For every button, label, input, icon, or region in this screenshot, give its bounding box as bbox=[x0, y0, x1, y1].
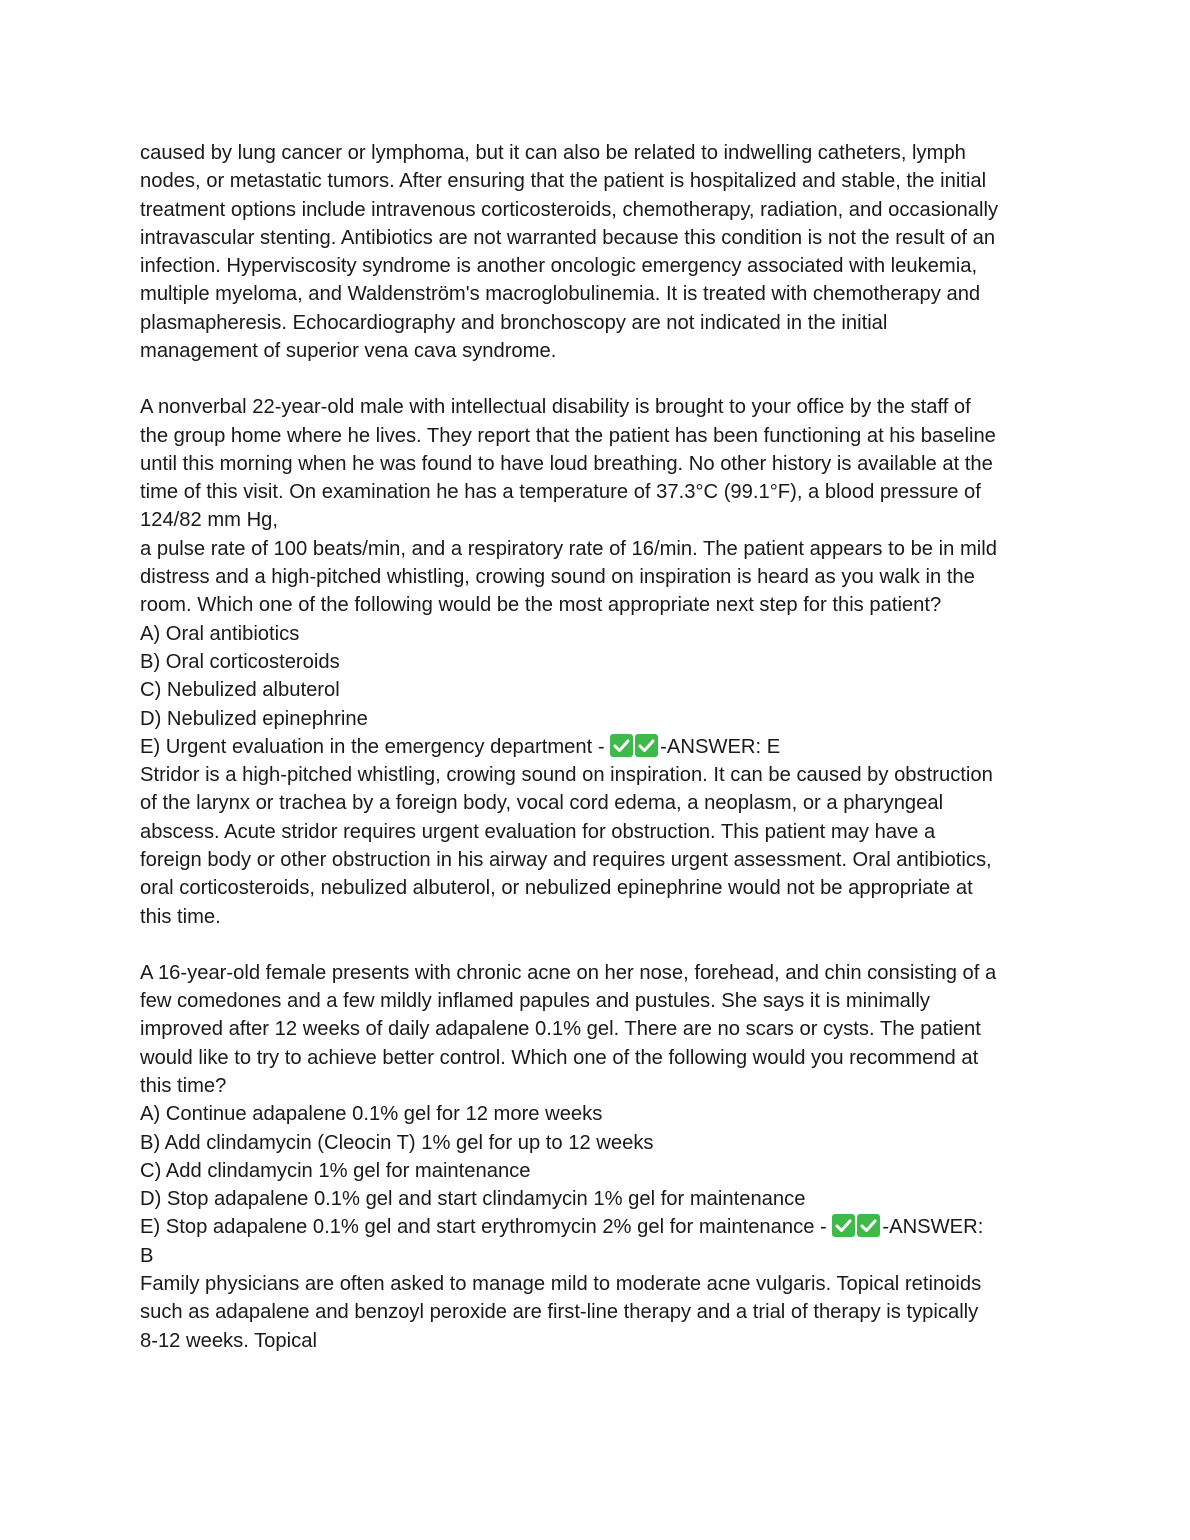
text-line: Stridor is a high-pitched whistling, crowing sound on inspiration. It can be caused by obstruction bbox=[140, 764, 993, 787]
answer-options bbox=[140, 620, 1055, 761]
answer-options bbox=[140, 1100, 1055, 1270]
option-b: B) Add clindamycin (Cleocin T) 1% gel for up to 12 weeks bbox=[140, 1131, 654, 1154]
text-line: intravascular stenting. Antibiotics are not warranted because this condition is not the result of an bbox=[140, 226, 996, 249]
text-line: management of superior vena cava syndrome. bbox=[140, 340, 557, 363]
text-line: plasmapheresis. Echocardiography and bronchoscopy are not indicated in the initial bbox=[140, 311, 888, 334]
option-e: E) Stop adapalene 0.1% gel and start erythromycin 2% gel for maintenance - bbox=[140, 1216, 833, 1239]
text-line: a pulse rate of 100 beats/min, and a respiratory rate of 16/min. The patient appears to be in mild bbox=[140, 537, 997, 560]
text-line: improved after 12 weeks of daily adapalene 0.1% gel. There are no scars or cysts. The patient bbox=[140, 1018, 981, 1041]
text-line: multiple myeloma, and Waldenström's macroglobulinemia. It is treated with chemotherapy and bbox=[140, 283, 981, 306]
answer-key-continued: B bbox=[140, 1244, 154, 1267]
option-a: A) Continue adapalene 0.1% gel for 12 more weeks bbox=[140, 1103, 603, 1126]
text-line: A nonverbal 22-year-old male with intellectual disability is brought to your office by the staff of bbox=[140, 396, 971, 419]
text-line: A 16-year-old female presents with chronic acne on her nose, forehead, and chin consisting of a bbox=[140, 961, 997, 984]
check-mark-button-icon bbox=[832, 1214, 855, 1237]
answer-key: -ANSWER: E bbox=[660, 735, 781, 758]
question-stridor bbox=[140, 393, 1055, 931]
text-line: such as adapalene and benzoyl peroxide are first-line therapy and a trial of therapy is typically bbox=[140, 1301, 979, 1324]
text-line: time of this visit. On examination he has a temperature of 37.3°C (99.1°F), a blood pressure of bbox=[140, 481, 981, 504]
text-line: 124/82 mm Hg, bbox=[140, 509, 279, 532]
text-line: abscess. Acute stridor requires urgent evaluation for obstruction. This patient may have a bbox=[140, 820, 936, 843]
question-stem bbox=[140, 959, 1055, 1100]
text-line: this time? bbox=[140, 1074, 227, 1097]
check-mark-button-icon bbox=[635, 734, 658, 757]
option-c: C) Nebulized albuterol bbox=[140, 679, 340, 702]
check-mark-button-icon bbox=[610, 734, 633, 757]
option-b: B) Oral corticosteroids bbox=[140, 650, 340, 673]
question-acne bbox=[140, 959, 1055, 1355]
option-a: A) Oral antibiotics bbox=[140, 622, 300, 645]
answer-key: -ANSWER: bbox=[882, 1216, 984, 1239]
option-e-with-answer bbox=[140, 1213, 1055, 1241]
option-d: D) Stop adapalene 0.1% gel and start clindamycin 1% gel for maintenance bbox=[140, 1188, 806, 1211]
answer-explanation bbox=[140, 1270, 1055, 1355]
question-stem bbox=[140, 393, 1055, 619]
text-line: oral corticosteroids, nebulized albuterol, or nebulized epinephrine would not be appropriate at bbox=[140, 877, 973, 900]
document-page bbox=[140, 139, 1055, 1355]
check-mark-button-icon bbox=[857, 1214, 880, 1237]
text-line: few comedones and a few mildly inflamed papules and pustules. She says it is minimally bbox=[140, 990, 930, 1013]
text-line: nodes, or metastatic tumors. After ensuring that the patient is hospitalized and stable, the initial bbox=[140, 170, 987, 193]
text-line: the group home where he lives. They report that the patient has been functioning at his baseline bbox=[140, 424, 996, 447]
text-line: foreign body or other obstruction in his airway and requires urgent assessment. Oral antibiotics, bbox=[140, 849, 992, 872]
option-e-with-answer bbox=[140, 733, 1055, 761]
text-line: until this morning when he was found to have loud breathing. No other history is available at the bbox=[140, 452, 993, 475]
text-line: 8-12 weeks. Topical bbox=[140, 1329, 317, 1352]
option-d: D) Nebulized epinephrine bbox=[140, 707, 368, 730]
text-line: caused by lung cancer or lymphoma, but it can also be related to indwelling catheters, lymph bbox=[140, 142, 966, 164]
text-line: of the larynx or trachea by a foreign body, vocal cord edema, a neoplasm, or a pharyngeal bbox=[140, 792, 944, 815]
paragraph-spacer bbox=[140, 365, 1055, 393]
text-line: infection. Hyperviscosity syndrome is another oncologic emergency associated with leukemia, bbox=[140, 255, 978, 278]
paragraph-svc-explanation bbox=[140, 139, 1055, 365]
text-line: room. Which one of the following would be the most appropriate next step for this patient? bbox=[140, 594, 942, 617]
text-line: would like to try to achieve better control. Which one of the following would you recommend at bbox=[140, 1046, 979, 1069]
option-e: E) Urgent evaluation in the emergency department - bbox=[140, 735, 611, 758]
text-line: distress and a high-pitched whistling, crowing sound on inspiration is heard as you walk in the bbox=[140, 566, 975, 589]
text-line: this time. bbox=[140, 905, 221, 928]
text-line: Family physicians are often asked to manage mild to moderate acne vulgaris. Topical retinoids bbox=[140, 1273, 982, 1296]
option-c: C) Add clindamycin 1% gel for maintenance bbox=[140, 1159, 531, 1182]
paragraph-spacer bbox=[140, 931, 1055, 959]
answer-explanation bbox=[140, 761, 1055, 931]
text-line: treatment options include intravenous corticosteroids, chemotherapy, radiation, and occasionally bbox=[140, 198, 999, 221]
